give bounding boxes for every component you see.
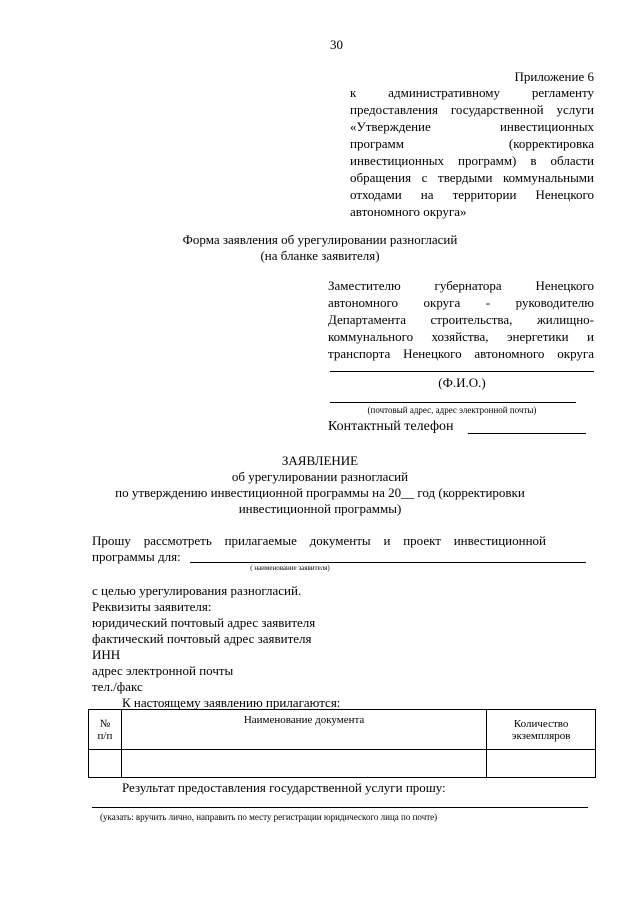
request-line: программы для: [92, 549, 181, 564]
addressee-line: Департамента строительства, жилищно- [328, 312, 594, 327]
appendix-line: отходами на территории Ненецкого [350, 187, 594, 202]
result-label: Результат предоставления государственной услуги прошу: [122, 780, 446, 795]
table-header-row [89, 710, 596, 750]
body-line: тел./факс [92, 679, 143, 694]
table-row [89, 750, 596, 778]
body-line: адрес электронной почты [92, 663, 234, 678]
body-line: юридический почтовый адрес заявителя [92, 615, 316, 630]
table-cell[interactable] [121, 750, 486, 778]
col-num-header [89, 710, 122, 750]
appendix-title: Приложение 6 [514, 69, 594, 84]
statement-heading: ЗАЯВЛЕНИЕ [281, 453, 359, 468]
appendix-line: предоставления государственной услуги [350, 102, 594, 117]
col-qty-label: экземпляров [511, 729, 571, 742]
addressee-line: коммунального хозяйства, энергетики и [328, 329, 594, 344]
addressee-line: транспорта Ненецкого автономного округа [328, 346, 594, 361]
form-title: Форма заявления об урегулировании разногласий [182, 232, 458, 247]
appendix-line: обращения с твердыми коммунальными [350, 170, 594, 185]
page-number: 30 [330, 37, 343, 52]
addressee-line: автономного округа - руководителю [328, 295, 594, 310]
form-subtitle: (на бланке заявителя) [260, 248, 380, 263]
result-line [92, 807, 588, 808]
fio-line [330, 371, 594, 372]
request-line: Прошу рассмотреть прилагаемые документы и проект инвестиционной [92, 533, 546, 548]
phone-line [468, 433, 586, 434]
statement-sub: инвестиционной программы) [238, 501, 402, 516]
appendix-line: инвестиционных программ) в области [350, 153, 594, 168]
appendix-text [350, 84, 594, 220]
statement-sub: об урегулировании разногласий [231, 469, 409, 484]
col-num-label: п/п [97, 729, 113, 742]
col-name-header: Наименование документа [121, 710, 486, 750]
col-qty-header [487, 710, 596, 750]
appendix-line: автономного округа» [350, 204, 467, 219]
applicant-caption: ( наименование заявителя) [250, 564, 330, 572]
applicant-line [190, 562, 586, 563]
address-line [330, 402, 576, 403]
documents-table [88, 709, 596, 778]
col-qty-label: Количество [513, 717, 569, 730]
addressee-line: Заместителю губернатора Ненецкого [328, 278, 594, 293]
address-caption: (почтовый адрес, адрес электронной почты) [367, 405, 537, 415]
table-cell[interactable] [487, 750, 596, 778]
addressee-block [328, 277, 594, 362]
result-caption: (указать: вручить лично, направить по месту регистрации юридического лица по почте) [100, 812, 438, 822]
attached-intro: К настоящему заявлению прилагаются: [122, 695, 341, 710]
phone-label: Контактный телефон [328, 419, 454, 434]
body-line: ИНН [92, 647, 121, 662]
statement-sub: по утверждению инвестиционной программы на 20__ год (корректировки [115, 485, 525, 500]
col-num-label: № [99, 717, 111, 730]
appendix-line: к административному регламенту [350, 85, 594, 100]
fio-caption: (Ф.И.О.) [438, 375, 486, 390]
body-line: с целью урегулирования разногласий. [92, 583, 302, 598]
table-cell[interactable] [89, 750, 122, 778]
body-line: фактический почтовый адрес заявителя [92, 631, 312, 646]
appendix-line: программ (корректировка [350, 136, 594, 151]
appendix-line: «Утверждение инвестиционных [350, 119, 594, 134]
body-line: Реквизиты заявителя: [92, 599, 212, 614]
